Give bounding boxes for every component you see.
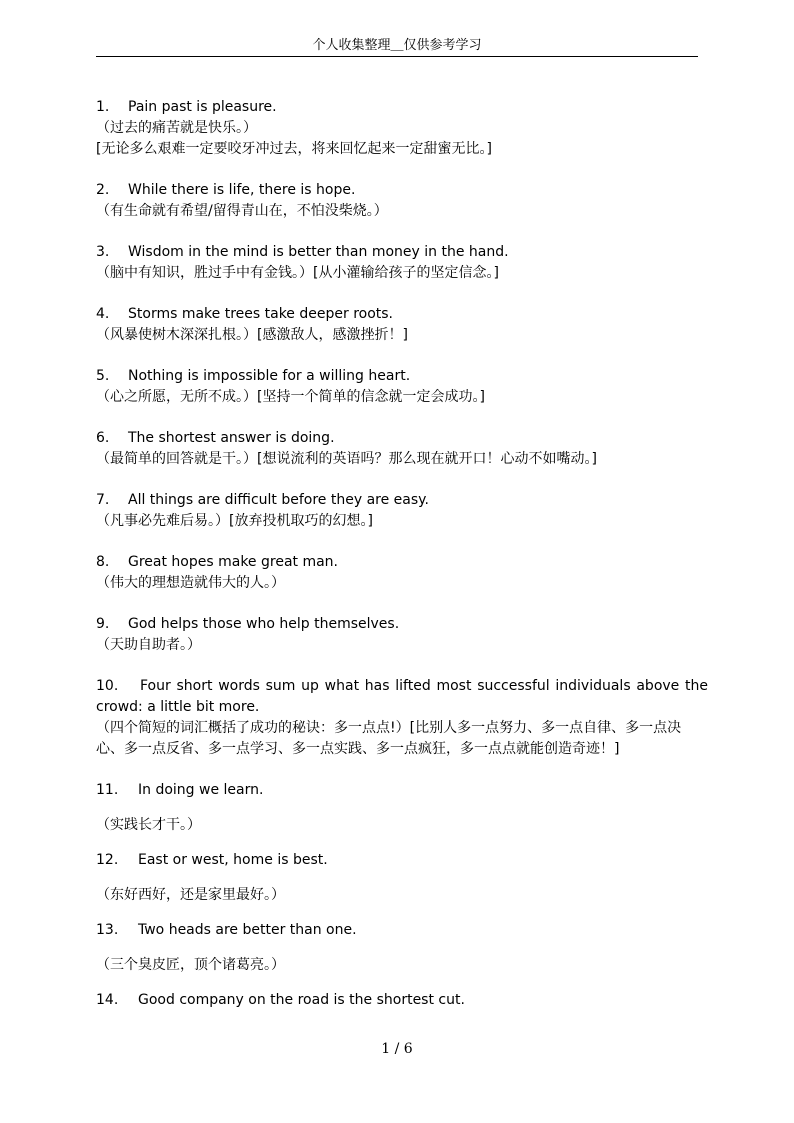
quote-entry [96,180,708,222]
quote-translation: （凡事必先难后易。）[放弃投机取巧的幻想。] [96,513,373,529]
quote-english-line [96,242,708,263]
quote-translation: （四个简短的词汇概括了成功的秘诀：多一点点!）[比别人多一点努力、多一点自律、多一点决心、多一点反省、多一点学习、多一点实践、多一点疯狂，多一点点就能创造奇迹！] [96,720,682,757]
quote-english: The shortest answer is doing. [128,430,335,446]
quote-number: 8. [96,554,110,570]
quote-english: God helps those who help themselves. [128,616,400,632]
header-rule [96,56,698,57]
quote-number: 7. [96,492,110,508]
quote-english: East or west, home is best. [138,852,328,868]
quote-english-line [96,180,708,201]
quote-english: While there is life, there is hope. [128,182,356,198]
quote-translation: （过去的痛苦就是快乐。） [96,120,257,136]
quote-number: 4. [96,306,110,322]
quote-english-line [96,920,708,941]
quote-english-line [96,614,708,635]
quote-english-line [96,304,708,325]
quote-translation: （伟大的理想造就伟大的人。） [96,575,285,591]
quote-english-line [96,97,708,118]
quote-translation: （脑中有知识，胜过手中有金钱。）[从小灌输给孩子的坚定信念。] [96,265,499,281]
quote-number: 6. [96,430,110,446]
quote-entry [96,614,708,656]
quote-number: 1. [96,99,110,115]
quote-translation: （有生命就有希望/留得青山在，不怕没柴烧。） [96,203,388,219]
quote-english: Storms make trees take deeper roots. [128,306,394,322]
quote-english-line [96,490,708,511]
quote-number: 5. [96,368,110,384]
quote-number: 12. [96,852,119,868]
quote-number: 11. [96,782,119,798]
quote-translation: （三个臭皮匠，顶个诸葛亮。） [96,957,285,973]
quote-english: Four short words sum up what has lifted most successful individuals above the crowd: a little bit more. [96,678,713,715]
quote-english: Nothing is impossible for a willing heart. [128,368,411,384]
quote-entry [96,97,708,160]
quote-english-line [96,850,708,871]
quote-entry [96,242,708,284]
quote-translation: [无论多么艰难一定要咬牙冲过去，将来回忆起来一定甜蜜无比。] [96,141,492,157]
document-body [96,97,713,1025]
quote-english: Wisdom in the mind is better than money in the hand. [128,244,509,260]
quote-number: 3. [96,244,110,260]
quote-translation: （东好西好，还是家里最好。） [96,887,285,903]
quote-english-line [96,676,713,718]
quote-english-line [96,366,708,387]
quote-entry [96,552,708,594]
quote-english: All things are difficult before they are easy. [128,492,429,508]
quote-english-line [96,552,708,573]
quote-number: 9. [96,616,110,632]
quote-english-line [96,990,708,1011]
quote-entry [96,304,708,346]
quote-translation: （最简单的回答就是干。）[想说流利的英语吗？那么现在就开口！心动不如嘴动。] [96,451,597,467]
quote-entry [96,428,708,470]
page-number: 1 / 6 [381,1041,413,1057]
quote-number: 2. [96,182,110,198]
quote-translation: （风暴使树木深深扎根。）[感激敌人，感激挫折！] [96,327,408,343]
quote-english: Two heads are better than one. [138,922,357,938]
quote-english: Good company on the road is the shortest cut. [138,992,465,1008]
page-header: 个人收集整理＿仅供参考学习 [312,38,482,53]
quote-translation: （心之所愿，无所不成。）[坚持一个简单的信念就一定会成功。] [96,389,485,405]
quote-number: 14. [96,992,119,1008]
quote-entry [96,490,708,532]
quote-number: 10. [96,678,119,694]
quote-list [96,97,713,760]
quote-english-line [96,780,708,801]
quote-translation: （天助自助者。） [96,637,201,653]
quote-entry [96,366,708,408]
quote-english: Pain past is pleasure. [128,99,277,115]
quote-list-loose [96,780,708,1011]
quote-english: Great hopes make great man. [128,554,339,570]
quote-english-line [96,428,708,449]
quote-translation: （实践长才干。） [96,817,201,833]
quote-number: 13. [96,922,119,938]
quote-english: In doing we learn. [138,782,264,798]
quote-entry [96,676,713,760]
